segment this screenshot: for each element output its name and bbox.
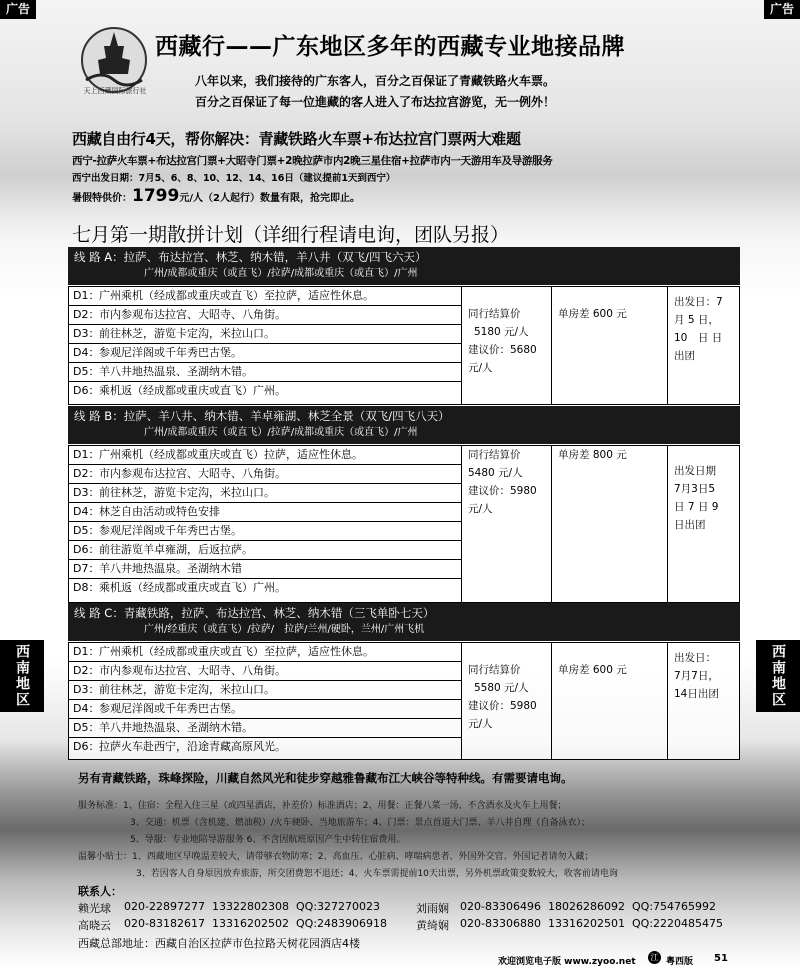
- intro-line-1: 八年以来，我们接待的广东客人，百分之百保证了青藏铁路火车票。: [195, 74, 556, 88]
- table-row: D2： 市内参观布达拉宫、大昭寺、八角街。: [69, 465, 461, 484]
- plan-title: 七月第一期散拼计划（详细行程请电询，团队另报）: [72, 224, 510, 246]
- special-routes-note: 另有青藏铁路，珠峰探险，川藏自然风光和徒步穿越雅鲁藏布江大峡谷等特种线。有需要请电询。: [78, 771, 573, 785]
- route-b-departure: 出发日期 7月3日5 日 7 日 9 日出团: [667, 446, 741, 602]
- ad-label-left: 广告: [0, 0, 36, 19]
- table-row: D3： 前往林芝，游览卡定沟，米拉山口。: [69, 325, 461, 344]
- region-tab-right: 西南地区: [756, 640, 800, 712]
- route-c-table: [68, 642, 740, 760]
- route-b-single-supplement: 单房差 800 元: [551, 446, 667, 602]
- route-b-price: 同行结算价 5480 元/人 建议价：5980 元/人: [461, 446, 551, 602]
- price-value: 1799: [132, 186, 180, 206]
- price-prefix: 暑假特供价：: [72, 193, 132, 204]
- tips-line: 温馨小贴士：1、西藏地区早晚温差较大，请带够衣物防寒；2、高血压、心脏病、哮喘病患者、外国外交官、外国记者请勿入藏；: [78, 852, 594, 862]
- table-row: D5： 羊八井地热温泉、圣湖纳木错。: [69, 363, 461, 382]
- route-b-transport: 广州/成都或重庆（或直飞）/拉萨/成都或重庆（或直飞）/广州: [144, 427, 418, 438]
- route-b-title: 线 路 B：拉萨、羊八井、纳木错、羊卓雍湖、林芝全景（双飞/四飞八天）: [74, 409, 450, 423]
- route-b-header: [68, 406, 740, 444]
- table-row: D5： 羊八井地热温泉、圣湖纳木错。: [69, 719, 461, 738]
- table-row: D3： 前往林芝，游览卡定沟，米拉山口。: [69, 681, 461, 700]
- footer-website: 欢迎浏览电子版 www.zyoo.net: [498, 957, 636, 967]
- table-row: D6： 拉萨火车赴西宁，沿途青藏高原风光。: [73, 740, 286, 753]
- route-a-departure: 出发日：7 月 5 日， 10 日 日 出团: [667, 287, 741, 404]
- table-row: D6： 前往游览羊卓雍湖，后返拉萨。: [69, 541, 461, 560]
- table-row: D3： 前往林芝，游览卡定沟，米拉山口。: [69, 484, 461, 503]
- ad-label-right: 广告: [764, 0, 800, 19]
- contacts-label: 联系人：: [78, 885, 122, 898]
- route-a-title: 线 路 A：拉萨、布达拉宫、林芝、纳木错，羊八井（双飞/四飞六天）: [74, 250, 427, 264]
- intro-line-2: 百分之百保证了每一位進藏的客人进入了布达拉宫游览，无一例外！: [195, 95, 556, 109]
- table-row: D5： 参观尼洋阁或千年秀巴古堡。: [69, 522, 461, 541]
- special-price: [72, 186, 360, 206]
- route-a-single-supplement: 单房差 600 元: [551, 287, 667, 404]
- package-description: 西宁-拉萨火车票+布达拉宫门票+大昭寺门票+2晚拉萨市内2晚三星住宿+拉萨市内一天游用车及导游服务: [72, 155, 553, 167]
- route-a-price: 同行结算价 5180 元/人 建议价：5680 元/人: [461, 287, 551, 404]
- table-row: D6： 乘机返（经成都或重庆或直飞）广州。: [73, 384, 286, 397]
- table-row: D2： 市内参观布达拉宫、大昭寺、八角街。: [69, 662, 461, 681]
- contact-row: 高晓云 020-83182617 13316202502 QQ:2483906918 黄绮娴 020-83306880 13316202501 QQ:2220485475: [78, 917, 724, 932]
- table-row: D1： 广州乘机（经成都或重庆或直飞）拉萨，适应性休息。: [69, 446, 461, 465]
- table-row: D4： 林芝自由活动或特色安排: [69, 503, 461, 522]
- footer-edition: 粤西版: [666, 957, 694, 967]
- route-c-single-supplement: 单房差 600 元: [551, 643, 667, 759]
- route-c-header: [68, 603, 740, 641]
- region-tab-left: 西南地区: [0, 640, 44, 712]
- footer-circle-badge: 江: [648, 951, 661, 964]
- route-b-table: [68, 445, 740, 603]
- page-number: 51: [714, 953, 728, 964]
- route-c-title: 线 路 C：青藏铁路，拉萨、布达拉宫、林芝、纳木错（三飞单卧七天）: [74, 606, 435, 620]
- logo-caption: 天上西藏国际旅行社: [83, 87, 147, 95]
- route-a-header: [68, 247, 740, 285]
- route-c-price: 同行结算价 5580 元/人 建议价：5980 元/人: [461, 643, 551, 759]
- route-c-departure: 出发日： 7月7日， 14日出团: [667, 643, 741, 759]
- table-row: D2： 市内参观布达拉宫、大昭寺、八角街。: [69, 306, 461, 325]
- table-row: D1： 广州乘机（经成都或重庆或直飞）至拉萨，适应性休息。: [69, 287, 461, 306]
- table-row: D4： 参观尼洋阁或千年秀巴古堡。: [69, 700, 461, 719]
- headquarters-address: 西藏总部地址：西藏自治区拉萨市色拉路天树花园酒店4楼: [78, 937, 360, 950]
- departure-dates: 西宁出发日期：7月5、6、8、10、12、14、16日（建议提前1天到西宁）: [72, 173, 396, 184]
- tips-line: 3、若因客人自身原因放弃旅游，所交团费恕不退还；4、火车票需提前10天出票，另外机票政策变数较大，收客前请电询: [136, 869, 618, 879]
- price-suffix: 元/人（2人起行）数量有限，抢完即止。: [179, 193, 360, 204]
- route-c-transport: 广州/经重庆（或直飞）/拉萨/ 拉萨/兰州/硬卧，兰州/广州飞机: [144, 624, 425, 635]
- promo-headline: 西藏自由行4天，帮你解决：青藏铁路火车票+布达拉宫门票两大难题: [72, 130, 521, 148]
- table-row: D8： 乘机返（经成都或重庆或直飞）广州。: [73, 581, 286, 594]
- contact-row: 赖光球 020-22897277 13322802308 QQ:327270023 刘雨娴 020-83306496 18026286092 QQ:754765992: [78, 900, 717, 915]
- service-standard-line: 5、导服：专业地陪导游服务 6、不含因航班原因产生中转住宿费用。: [130, 835, 406, 845]
- route-a-table: [68, 286, 740, 405]
- service-standard-line: 3、交通：机票（含机建、燃油税）/火车硬卧、当地旅游车；4、门票：景点首道大门票、羊八井自理（自备泳衣）；: [130, 818, 590, 828]
- service-standard-line: 服务标准：1、住宿：全程入住三星（或四星酒店，补差价）标准酒店；2、用餐：正餐八菜一汤、不含酒水及火车上用餐；: [78, 801, 567, 811]
- table-row: D1： 广州乘机（经成都或重庆或直飞）至拉萨，适应性休息。: [69, 643, 461, 662]
- page-title: 西藏行——广东地区多年的西藏专业地接品牌: [155, 34, 625, 60]
- table-row: D4： 参观尼洋阁或千年秀巴古堡。: [69, 344, 461, 363]
- table-row: D7： 羊八井地热温泉。圣湖纳木错: [69, 560, 461, 579]
- route-a-transport: 广州/成都或重庆（或直飞）/拉萨/成都或重庆（或直飞）/广州: [144, 268, 418, 279]
